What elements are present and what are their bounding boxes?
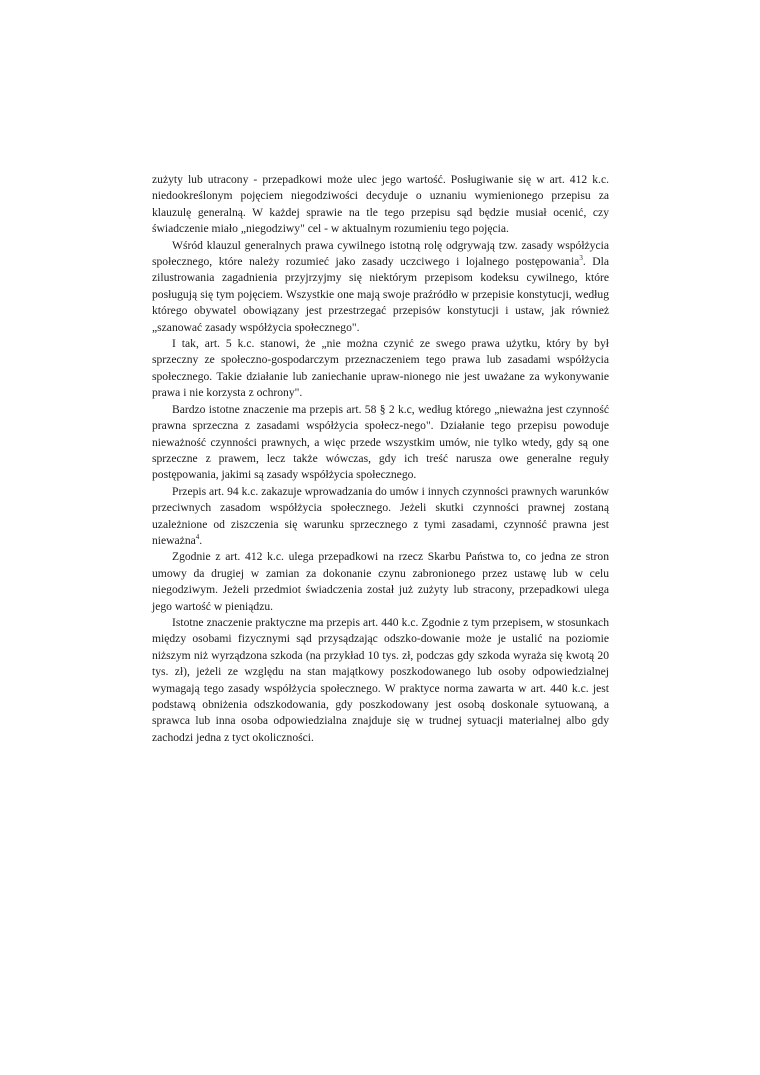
paragraph-text: Bardzo istotne znaczenie ma przepis art. 58 § 2 k.c, według którego „nieważna jest czynność prawna sprzeczna z zasadami współżycia społecz-nego". Działanie tego przepisu powoduje nieważność czynności prawnych, a więc przede wszystkim umów, nie tylko wtedy, gdy są one sprzeczne z prawem, lecz także wówczas, gdy ich treść narusza owe generalne reguły postępowania, jakimi są zasady współżycia społecznego. (152, 402, 609, 482)
paragraph-text: Zgodnie z art. 412 k.c. ulega przepadkowi na rzecz Skarbu Państwa to, co jedna ze stron umowy da drugiej w zamian za dokonanie czynu zabronionego przez ustawę lub w celu niegodziwym. Jeżeli przedmiot świadczenia został już zużyty lub stracony, przepadkowi ulega jego wartość w pieniądzu. (152, 550, 609, 613)
paragraph (152, 615, 609, 746)
paragraph (152, 172, 609, 238)
paragraph (152, 484, 609, 550)
paragraph-text: Istotne znaczenie praktyczne ma przepis art. 440 k.c. Zgodnie z tym przepisem, w stosunkach między osobami fizycznymi sąd przysądzając odszko-dowanie może je ustalić na poziomie niższym niż wyrządzona szkoda (na przykład 10 tys. zł, podczas gdy szkoda wyraża się kwotą 20 tys. zł), jeżeli ze względu na stan majątkowy poszkodowanego lub osoby odpowiedzialnej wymagają tego zasady współżycia społecznego. W praktyce norma zawarta w art. 440 k.c. jest podstawą obniżenia odszkodowania, gdy poszkodowany jest osobą doskonale sytuowaną, a sprawca lub inna osoba odpowiedzialna znajduje się w trudnej sytuacji materialnej albo gdy zachodzi jedna z tyct okoliczności. (152, 615, 609, 744)
paragraph (152, 336, 609, 402)
paragraph-text: . Dla zilustrowania zagadnienia przyjrzyjmy się niektórym przepisom kodeksu cywilnego, które posługują się tym pojęciem. Wszystkie one mają swoje praźródło w przepisie konstytucji, według którego obywatel obowiązany jest przestrzegać przepisów konstytucji i ustaw, jak również „szanować zasady współżycia społecznego". (152, 255, 609, 334)
document-page (152, 172, 609, 746)
footnote-marker: 3 (579, 254, 583, 263)
paragraph-text: zużyty lub utracony - przepadkowi może ulec jego wartość. Posługiwanie się w art. 412 k.c. niedookreślonym pojęciem niegodziwości decyduje o uznaniu wymienionego przepisu za klauzulę generalną. W każdej sprawie na tle tego przepisu sąd będzie musiał ocenić, czy świadczenie miało „niegodziwy" cel - w aktualnym rozumieniu tego pojęcia. (152, 173, 609, 236)
paragraph-text: Przepis art. 94 k.c. zakazuje wprowadzania do umów i innych czynności prawnych warunków przeciwnych zasadom współżycia społecznego. Jeżeli skutki czynności prawnej zostaną uzależnione od ziszczenia się warunku sprzecznego z tymi zasadami, czynność prawna jest nieważna (152, 484, 609, 547)
paragraph-text: I tak, art. 5 k.c. stanowi, że „nie można czynić ze swego prawa użytku, który by był sprzeczny ze społeczno-gospodarczym przeznaczeniem tego prawa lub zasadami współżycia społecznego. Takie działanie lub zaniechanie upraw-nionego nie jest uważane za wykonywanie prawa i nie korzysta z ochrony". (152, 337, 609, 400)
paragraph (152, 402, 609, 484)
paragraph-text: . (199, 533, 203, 547)
paragraph (152, 238, 609, 336)
footnote-marker: 4 (195, 533, 200, 542)
paragraph-text: Wśród klauzul generalnych prawa cywilnego istotną rolę odgrywają tzw. zasady współżycia społecznego, które należy rozumieć jako zasady uczciwego i lojalnego postępowania (152, 238, 609, 269)
paragraph (152, 549, 609, 615)
